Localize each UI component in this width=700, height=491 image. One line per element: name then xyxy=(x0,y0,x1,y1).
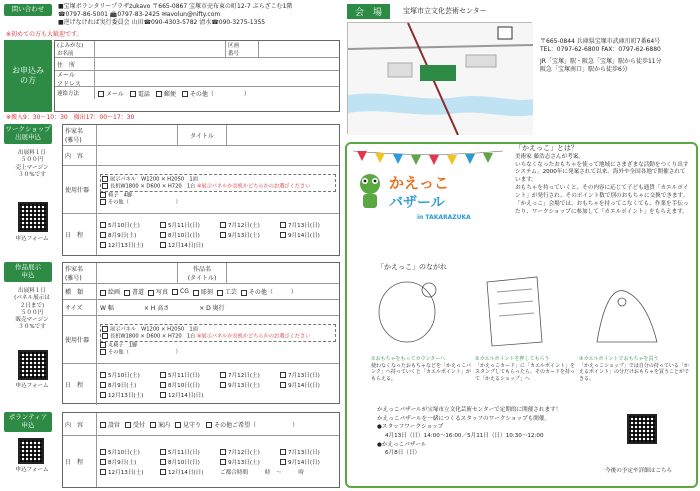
exhibit-equip-desk[interactable]: 長机W1800 × D600 × H720 1台 ※展示パネルか長机かどちらかのお選びください xyxy=(102,333,334,340)
contact-opt-mail[interactable]: 郵便 xyxy=(156,89,176,98)
date-option[interactable]: 7月13日(日) xyxy=(280,371,336,379)
date-option[interactable]: 12月14日(日) xyxy=(160,391,216,399)
kaekko-qr[interactable] xyxy=(627,414,657,444)
flow-step-3 xyxy=(579,356,691,382)
staff-dates: 4月13日（日）14:00～16:00／5月11日（日）10:30～12:00 xyxy=(385,432,544,439)
bunting-flags xyxy=(353,148,503,166)
exhibit-qr[interactable] xyxy=(18,350,48,380)
kind-option[interactable]: 彫刻 xyxy=(193,287,213,296)
kind-option[interactable]: 書道 xyxy=(124,287,144,296)
logo-kaekko: かえっこ xyxy=(389,174,450,192)
date-option[interactable]: 8月10日(日) xyxy=(160,231,216,239)
apply-form xyxy=(54,40,340,112)
venue-info xyxy=(540,38,698,74)
date-option[interactable]: 9月14日(日) xyxy=(280,381,336,389)
volunteer-dates xyxy=(100,448,336,476)
footer-2: かえっこバザールを一緒につくるスタッフのワークショップも開催。 xyxy=(377,415,551,422)
flow-illustrations xyxy=(367,272,687,352)
role-option[interactable]: 見守り xyxy=(175,420,201,429)
exhibit-size-label: サイズ xyxy=(63,300,97,315)
date-option[interactable]: 5月10日(土) xyxy=(100,371,156,379)
venue-access-2: 阪急「宝塚南口」駅から徒歩6分 xyxy=(540,66,628,74)
venue-name: 宝塚市立文化芸術センター xyxy=(403,7,487,15)
volunteer-dates-label: 日 程 xyxy=(63,436,97,487)
exhibit-dates-label: 日 程 xyxy=(63,364,97,405)
what-is-kaekko xyxy=(515,144,691,216)
bazaar-dates: 6月8日（日） xyxy=(385,450,421,457)
venue-address: 〒665-0844 兵庫県宝塚市武庫川町7番64号 xyxy=(540,38,661,45)
logo-bazaar: バザール xyxy=(389,195,445,211)
volunteer-roles xyxy=(97,413,339,435)
date-option[interactable]: 7月12日(土) xyxy=(220,448,276,456)
date-option[interactable]: 9月14日(日) xyxy=(280,231,336,239)
info-column xyxy=(345,0,700,491)
kaekko-footer xyxy=(377,406,627,458)
kind-option[interactable]: 絵画 xyxy=(100,287,120,296)
exhibit-equip-panel[interactable]: 展示パネル W1200 × H2050 1面 xyxy=(102,326,334,333)
step2-text: 「かえっこカード」に「カエルポイント」をスタンプしてもらったら、そのカードを持って「かえるショップ」へ xyxy=(475,362,576,382)
workshop-equip-desk[interactable]: 長机W1800 × D600 × H720 1台 ※展示パネルか長机かどちらかのお選びください xyxy=(102,183,334,190)
workshop-equip-panel[interactable]: 展示パネル W1200 × H2050 1面 xyxy=(102,176,334,183)
date-option[interactable]: 5月11日(日) xyxy=(160,221,216,229)
volunteer-content-label: 内 容 xyxy=(63,413,97,435)
exhibit-kinds xyxy=(97,284,339,299)
exhibit-equip-other[interactable]: その他（ ） xyxy=(100,349,181,356)
contact-opt-other[interactable]: その他（ ） xyxy=(182,89,250,98)
role-option[interactable]: 受付 xyxy=(125,420,145,429)
kind-option[interactable]: CG xyxy=(172,288,189,295)
date-option[interactable]: 9月14日(日) xyxy=(280,458,336,466)
exhibit-equip-list xyxy=(97,316,339,363)
date-option[interactable]: 5月11日(日) xyxy=(160,371,216,379)
step3-text: 「かえっこショップ」では自分の持っている「かえるポイント」の分だけおもちゃを買うことができる。 xyxy=(579,362,690,382)
date-option[interactable]: 5月11日(日) xyxy=(160,448,216,456)
date-option[interactable]: 9月13日(土) xyxy=(220,231,276,239)
map-illustration xyxy=(348,23,533,135)
schedule-note: ※搬入9：30～10：30 撤出17：00～17：30 xyxy=(6,114,135,121)
exhibit-form xyxy=(62,262,340,404)
date-option[interactable]: 8月9日(土) xyxy=(100,381,156,389)
flow-step-2 xyxy=(475,356,575,382)
date-option[interactable]: 8月9日(土) xyxy=(100,458,156,466)
desc-2: おもちゃを持っていくと、その内容に応じて子ども通貨「カエルポイント」が発行され、そのポイント数で別のおもちゃに交換できます。 xyxy=(515,185,689,199)
email-field[interactable] xyxy=(95,71,339,86)
date-option[interactable]: 12月13日(土) xyxy=(100,241,156,249)
footer-1: かえっこバザールが宝塚市立文化芸術センターで定期的に開催されます！ xyxy=(377,407,562,413)
step2-title: ②カエルポイントを押してもらう xyxy=(475,356,550,362)
logo-sub: in TAKARAZUKA xyxy=(417,214,471,221)
date-option[interactable]: 12月14日(日) xyxy=(160,468,216,476)
step3-title: ③カエルポイントでおもちゃを買う xyxy=(579,356,659,362)
step1-text: 使わなくなったおもちゃなどを「かえっこバンク」へ持っていくと「カエルポイント」がもらえる。 xyxy=(371,362,472,382)
workshop-form-label: 申込フォーム xyxy=(15,236,49,242)
artist-line: 美術家 藤浩志さんが考案。 xyxy=(515,153,584,160)
kaekko-panel xyxy=(345,142,698,488)
workshop-title-label: タイトル xyxy=(177,125,227,145)
volunteer-hours[interactable]: ご都合時間 時 ～ 時 xyxy=(220,469,304,476)
workshop-title-field[interactable] xyxy=(227,125,339,145)
date-option[interactable]: 8月9日(土) xyxy=(100,231,156,239)
date-option[interactable]: 12月13日(土) xyxy=(100,468,156,476)
exhibit-tag: 作品展示 申込 xyxy=(4,262,52,282)
exhibit-form-label: 申込フォーム xyxy=(15,383,49,389)
frog-mascot xyxy=(355,172,385,212)
exhibit-author-field[interactable] xyxy=(97,263,177,283)
workshop-author-field[interactable] xyxy=(97,125,177,145)
more-info[interactable]: 今後の予定や詳細はこちら xyxy=(605,468,673,474)
contact-tag: 問い合わせ xyxy=(4,4,52,16)
role-option[interactable]: 案内 xyxy=(150,420,170,429)
email-label: メール アドレス xyxy=(55,71,95,86)
bazaar-title: ●かえっこバザール xyxy=(377,441,427,448)
date-option[interactable]: 7月13日(日) xyxy=(280,448,336,456)
workshop-form xyxy=(62,124,340,256)
exhibit-title-label: 作品名 (タイトル) xyxy=(177,263,227,283)
flow-step-1 xyxy=(371,356,471,382)
contact-line-1: ■宝塚ボランタリープラザzukavo 〒665-0867 宝塚市売布東の町12-7 ぷらざこむ1階 xyxy=(58,3,293,10)
step1-title: ①おもちゃをもってカウンターへ xyxy=(371,356,446,362)
date-option[interactable]: 5月10日(土) xyxy=(100,448,156,456)
contact-pref-label: 連絡方法 xyxy=(55,87,95,99)
contact-line-2: ☎0797-86-5001 📠0797-83-2425 ✉avolun@nifty.com xyxy=(58,10,221,18)
address-label: 住 所 xyxy=(55,58,95,70)
kana-label: (よみがな) お名前 xyxy=(55,41,95,57)
staff-title: ●スタッフワークショップ xyxy=(377,424,444,431)
exhibit-title-field[interactable] xyxy=(227,263,339,283)
exhibit-kind-label: 種 類 xyxy=(63,284,97,299)
contact-opt-email[interactable]: メール xyxy=(98,89,124,98)
date-option[interactable]: 12月13日(土) xyxy=(100,391,156,399)
date-option[interactable]: 7月12日(土) xyxy=(220,221,276,229)
workshop-dates-label: 日 程 xyxy=(63,214,97,255)
workshop-qr[interactable] xyxy=(18,202,48,232)
date-option[interactable]: 7月12日(土) xyxy=(220,371,276,379)
role-option[interactable]: 設営 xyxy=(100,420,120,429)
volunteer-tag: ボランティア 申込 xyxy=(4,412,52,432)
contact-opt-phone[interactable]: 電話 xyxy=(130,89,150,98)
workshop-equip-other[interactable]: その他（ ） xyxy=(100,199,181,206)
workshop-dates xyxy=(100,221,336,249)
exhibit-author-label: 作家名 (雅号) xyxy=(63,263,97,283)
first-time-note: ※初めての方も大歓迎です。 xyxy=(6,31,83,38)
booth-label: 区画 番号 xyxy=(225,41,259,57)
address-field[interactable] xyxy=(95,58,339,70)
exhibit-size-field[interactable]: W 幅 × H 高さ × D 奥行 xyxy=(100,305,225,312)
what-title: 「かえっこ」とは？ xyxy=(515,144,578,152)
date-option[interactable]: 9月13日(土) xyxy=(220,458,276,466)
exhibit-equip-label: 使用什器 xyxy=(63,316,97,363)
workshop-equip-chair[interactable]: 椅子 4脚 xyxy=(100,192,132,199)
desc-1: いらなくなったおもちゃを使って地域にさまざまな活動をつくり出すシステム。2000年に発案されて以来、海外や全国各地で開催されています。 xyxy=(515,161,689,184)
volunteer-form-label: 申込フォーム xyxy=(15,467,49,473)
date-option[interactable]: 5月10日(土) xyxy=(100,221,156,229)
exhibit-dates xyxy=(100,371,336,399)
venue-map xyxy=(347,22,532,134)
desc-3: 「かえっこ」会場では、おもちゃを持ってこなくても、作業を手伝ったり、ワークショップに参加して「カエルポイント」をもらえます。 xyxy=(515,200,689,215)
workshop-content-label: 内 容 xyxy=(63,146,97,165)
booth-field[interactable] xyxy=(259,41,339,57)
venue-tel: TEL：0797-62-6800 FAX：0797-62-6880 xyxy=(540,46,661,54)
workshop-fee: 出展料１日 ５００円 売上マージン ３０%です xyxy=(15,150,49,178)
kind-option[interactable]: 写真 xyxy=(148,287,168,296)
workshop-content-field[interactable] xyxy=(97,146,339,165)
flow-title: 「かえっこ」のながれ xyxy=(377,263,447,271)
role-option[interactable]: その他ご希望（ ） xyxy=(206,420,298,429)
date-option[interactable]: 8月10日(日) xyxy=(160,458,216,466)
volunteer-form xyxy=(62,412,340,488)
name-field[interactable] xyxy=(95,41,225,57)
date-option[interactable]: 12月14日(日) xyxy=(160,241,216,249)
exhibit-equip-chair[interactable]: 丸椅子 1脚 xyxy=(100,342,137,349)
venue-title: 会 場 xyxy=(347,4,390,19)
date-option[interactable]: 9月13日(土) xyxy=(220,381,276,389)
kind-option[interactable]: 工芸 xyxy=(217,287,237,296)
date-option[interactable]: 7月13日(日) xyxy=(280,221,336,229)
contact-pref-options xyxy=(95,87,339,99)
venue-access-1: JR「宝塚」駅・阪急「宝塚」駅から徒歩11分 xyxy=(540,58,662,66)
volunteer-qr[interactable] xyxy=(18,438,44,464)
apply-tag: お申込み の方 xyxy=(4,40,52,112)
workshop-author-label: 作家名 (雅号) xyxy=(63,125,97,145)
workshop-equip-label: 使用什器 xyxy=(63,166,97,213)
contact-block xyxy=(58,3,340,26)
application-column xyxy=(0,0,342,491)
contact-line-3: ■逆げなければ実行委員会 山田☎090-4303-5782 清水☎090-3275-1355 xyxy=(58,18,266,26)
date-option[interactable]: 8月10日(日) xyxy=(160,381,216,389)
workshop-tag: ワークショップ 出展申込 xyxy=(4,124,52,144)
exhibit-fee: 出展料１日 (パネル展示は ２日まで) ５００円 販売マージン ３０%です xyxy=(14,288,50,331)
workshop-equip-list xyxy=(97,166,339,213)
kind-option[interactable]: その他（ ） xyxy=(241,287,297,296)
